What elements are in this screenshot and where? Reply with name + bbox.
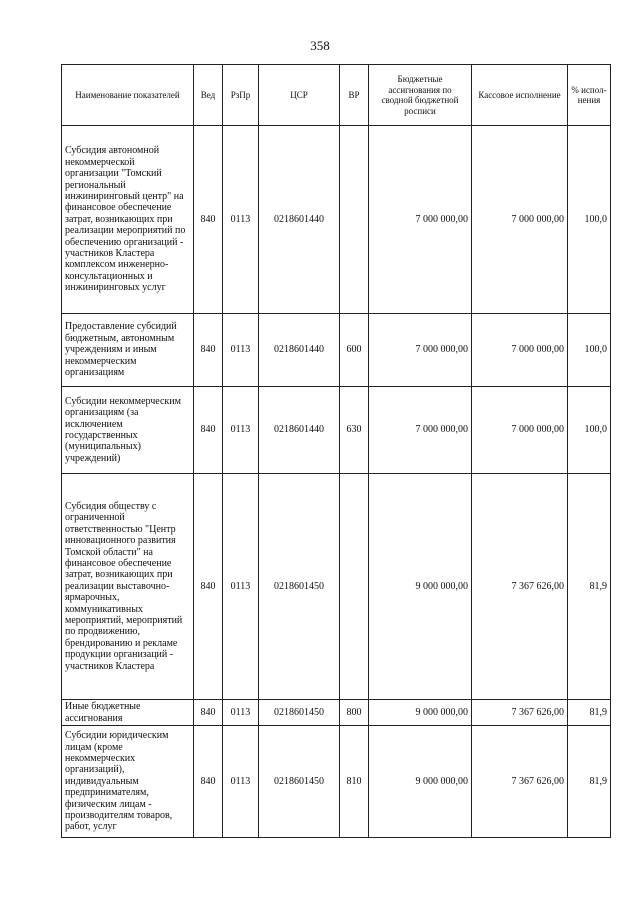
table-row — [62, 126, 611, 314]
row-execution-percent: 100,0 — [568, 314, 611, 387]
row-assignments: 9 000 000,00 — [369, 474, 472, 700]
row-cash-execution: 7 367 626,00 — [472, 474, 568, 700]
row-assignments: 9 000 000,00 — [369, 700, 472, 726]
row-execution-percent: 81,9 — [568, 726, 611, 838]
row-name: Иные бюджетные ассигнования — [62, 700, 194, 726]
table-row — [62, 474, 611, 700]
row-vr: 810 — [340, 726, 369, 838]
table-row — [62, 314, 611, 387]
table-header-row — [62, 65, 611, 126]
page-number: 358 — [310, 38, 330, 53]
row-csr: 0218601450 — [259, 700, 340, 726]
row-rzpr: 0113 — [223, 700, 259, 726]
row-name: Предоставление субсидий бюджетным, автономным учреждениям и иным некоммерческим организациям — [62, 314, 194, 387]
row-vr — [340, 474, 369, 700]
row-cash-execution: 7 367 626,00 — [472, 726, 568, 838]
row-cash-execution: 7 000 000,00 — [472, 314, 568, 387]
row-cash-execution: 7 000 000,00 — [472, 387, 568, 474]
table-row — [62, 726, 611, 838]
row-rzpr: 0113 — [223, 126, 259, 314]
row-name: Субсидия автономной некоммерческой организации "Томский региональный инжиниринговый центр" на финансовое обеспечение затрат, возникающих при реализации мероприятий по обеспечению организаций - участников Кластера комплексом инженерно-консультационных и инжиниринговых услуг — [62, 126, 194, 314]
header-vr: ВР — [340, 65, 369, 126]
header-cash-execution: Кассовое исполнение — [472, 65, 568, 126]
row-ved: 840 — [194, 726, 223, 838]
row-name: Субсидии юридическим лицам (кроме некоммерческих организаций), индивидуальным предпринимателям, физическим лицам - производителям товаров, работ, услуг — [62, 726, 194, 838]
row-csr: 0218601440 — [259, 126, 340, 314]
row-assignments: 7 000 000,00 — [369, 126, 472, 314]
row-execution-percent: 81,9 — [568, 474, 611, 700]
row-assignments: 7 000 000,00 — [369, 387, 472, 474]
row-csr: 0218601440 — [259, 314, 340, 387]
row-name: Субсидия обществу с ограниченной ответственностью "Центр инновационного развития Томской области" на финансовое обеспечение затрат, возникающих при реализации выставочно-ярмарочных, коммуникативных мероприятий, мероприятий по продвижению, брендированию и рекламе продукции организаций - участников Кластера — [62, 474, 194, 700]
row-rzpr: 0113 — [223, 387, 259, 474]
row-rzpr: 0113 — [223, 314, 259, 387]
budget-execution-table — [61, 64, 611, 838]
row-ved: 840 — [194, 700, 223, 726]
row-rzpr: 0113 — [223, 726, 259, 838]
header-assignments: Бюджетные ассигнования по сводной бюджетной росписи — [369, 65, 472, 126]
row-vr — [340, 126, 369, 314]
row-ved: 840 — [194, 314, 223, 387]
row-csr: 0218601450 — [259, 474, 340, 700]
row-execution-percent: 100,0 — [568, 126, 611, 314]
row-execution-percent: 81,9 — [568, 700, 611, 726]
row-vr: 600 — [340, 314, 369, 387]
row-cash-execution: 7 367 626,00 — [472, 700, 568, 726]
row-csr: 0218601440 — [259, 387, 340, 474]
header-rzpr: РзПр — [223, 65, 259, 126]
row-vr: 630 — [340, 387, 369, 474]
row-execution-percent: 100,0 — [568, 387, 611, 474]
row-csr: 0218601450 — [259, 726, 340, 838]
table-row — [62, 387, 611, 474]
row-ved: 840 — [194, 126, 223, 314]
header-csr: ЦСР — [259, 65, 340, 126]
table-row — [62, 700, 611, 726]
row-assignments: 7 000 000,00 — [369, 314, 472, 387]
row-cash-execution: 7 000 000,00 — [472, 126, 568, 314]
row-assignments: 9 000 000,00 — [369, 726, 472, 838]
header-execution-percent: % испол-нения — [568, 65, 611, 126]
header-ved: Вед — [194, 65, 223, 126]
row-ved: 840 — [194, 474, 223, 700]
row-name: Субсидии некоммерческим организациям (за исключением государственных (муниципальных) учреждений) — [62, 387, 194, 474]
header-name: Наименование показателей — [62, 65, 194, 126]
row-vr: 800 — [340, 700, 369, 726]
row-ved: 840 — [194, 387, 223, 474]
row-rzpr: 0113 — [223, 474, 259, 700]
